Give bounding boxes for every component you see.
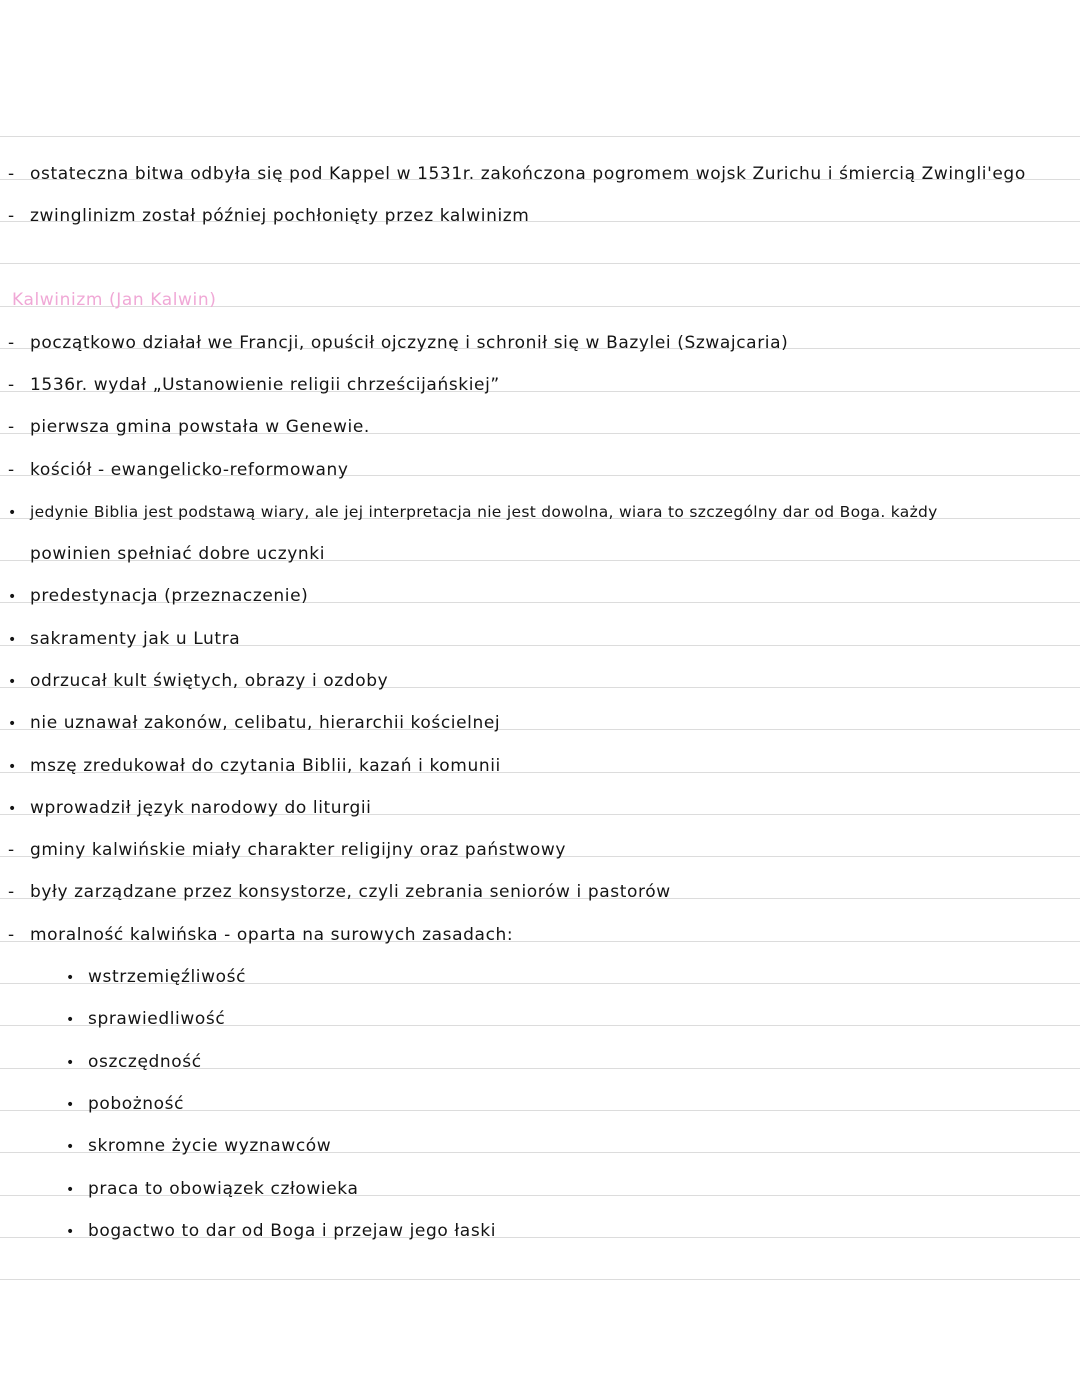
note-text: oszczędność bbox=[88, 1052, 202, 1072]
bullet-icon: • bbox=[8, 759, 17, 775]
note-line bbox=[0, 542, 1080, 566]
note-line: - ostateczna bitwa odbyła się pod Kappel w 1531r. zakończona pogromem wojsk Zurichu i śmiercią Zwingli'ego bbox=[8, 164, 1026, 184]
note-text: nie uznawał zakonów, celibatu, hierarchii kościelnej bbox=[30, 713, 501, 733]
sub-note-line bbox=[0, 1092, 1080, 1117]
note-line: - gminy kalwińskie miały charakter religijny oraz państwowy bbox=[8, 840, 567, 860]
note-line bbox=[0, 669, 1080, 694]
note-line bbox=[0, 500, 1080, 525]
note-text: predestynacja (przeznaczenie) bbox=[30, 586, 309, 606]
note-text: pobożność bbox=[88, 1094, 185, 1114]
bullet-icon: • bbox=[66, 1182, 75, 1198]
note-text: pierwsza gmina powstała w Genewie. bbox=[30, 417, 370, 437]
note-line: - moralność kalwińska - oparta na surowych zasadach: bbox=[8, 925, 514, 945]
bullet-icon: • bbox=[66, 1224, 75, 1240]
note-text: praca to obowiązek człowieka bbox=[88, 1179, 359, 1199]
bullet-icon: • bbox=[8, 674, 17, 690]
sub-note-line bbox=[0, 1177, 1080, 1202]
note-text: początkowo działał we Francji, opuścił ojczyznę i schronił się w Bazylei (Szwajcaria) bbox=[30, 333, 789, 353]
note-text: skromne życie wyznawców bbox=[88, 1136, 332, 1156]
bullet-icon: • bbox=[66, 1097, 75, 1113]
sub-note-line bbox=[0, 1219, 1080, 1244]
note-text: jedynie Biblia jest podstawą wiary, ale jej interpretacja nie jest dowolna, wiara to szczególny dar od Boga. każdy bbox=[30, 503, 938, 521]
sub-note-line bbox=[0, 1007, 1080, 1032]
note-line: - pierwsza gmina powstała w Genewie. bbox=[8, 417, 370, 437]
ruled-line bbox=[0, 263, 1080, 264]
note-line bbox=[0, 754, 1080, 779]
bullet-icon: • bbox=[66, 1139, 75, 1155]
note-text: kościół - ewangelicko-reformowany bbox=[30, 460, 349, 480]
note-line bbox=[0, 711, 1080, 736]
note-text: sakramenty jak u Lutra bbox=[30, 629, 241, 649]
bullet-icon: • bbox=[66, 1055, 75, 1071]
note-text: moralność kalwińska - oparta na surowych zasadach: bbox=[30, 925, 514, 945]
ruled-line bbox=[0, 1279, 1080, 1280]
note-text: bogactwo to dar od Boga i przejaw jego łaski bbox=[88, 1221, 497, 1241]
note-text: zwinglinizm został później pochłonięty przez kalwinizm bbox=[30, 206, 530, 226]
note-text: gminy kalwińskie miały charakter religijny oraz państwowy bbox=[30, 840, 567, 860]
note-text: mszę zredukował do czytania Biblii, kazań i komunii bbox=[30, 756, 501, 776]
note-line: - początkowo działał we Francji, opuścił ojczyznę i schronił się w Bazylei (Szwajcaria) bbox=[8, 333, 789, 353]
note-line: - kościół - ewangelicko-reformowany bbox=[8, 460, 349, 480]
ruled-line bbox=[0, 136, 1080, 137]
sub-note-line bbox=[0, 1050, 1080, 1075]
bullet-icon: • bbox=[8, 632, 17, 648]
note-line bbox=[0, 627, 1080, 652]
note-text: odrzucał kult świętych, obrazy i ozdoby bbox=[30, 671, 389, 691]
sub-note-line bbox=[0, 965, 1080, 990]
sub-note-line bbox=[0, 1134, 1080, 1159]
note-text: 1536r. wydał „Ustanowienie religii chrześcijańskiej” bbox=[30, 375, 500, 395]
note-line: - zwinglinizm został później pochłonięty przez kalwinizm bbox=[8, 206, 530, 226]
note-text: sprawiedliwość bbox=[88, 1009, 226, 1029]
bullet-icon: • bbox=[8, 716, 17, 732]
note-line bbox=[0, 584, 1080, 609]
note-line bbox=[0, 796, 1080, 821]
note-text: ostateczna bitwa odbyła się pod Kappel w 1531r. zakończona pogromem wojsk Zurichu i śmiercią Zwingli'ego bbox=[30, 164, 1026, 184]
note-line: - 1536r. wydał „Ustanowienie religii chrześcijańskiej” bbox=[8, 375, 500, 395]
section-heading: Kalwinizm (Jan Kalwin) bbox=[12, 290, 217, 310]
note-text: powinien spełniać dobre uczynki bbox=[30, 544, 326, 564]
note-text: były zarządzane przez konsystorze, czyli zebrania seniorów i pastorów bbox=[30, 882, 671, 902]
bullet-icon: • bbox=[8, 589, 17, 605]
note-line: - były zarządzane przez konsystorze, czyli zebrania seniorów i pastorów bbox=[8, 882, 671, 902]
bullet-icon: • bbox=[8, 505, 17, 521]
bullet-icon: • bbox=[8, 801, 17, 817]
note-text: wstrzemięźliwość bbox=[88, 967, 247, 987]
note-text: wprowadził język narodowy do liturgii bbox=[30, 798, 372, 818]
bullet-icon: • bbox=[66, 970, 75, 986]
bullet-icon: • bbox=[66, 1012, 75, 1028]
